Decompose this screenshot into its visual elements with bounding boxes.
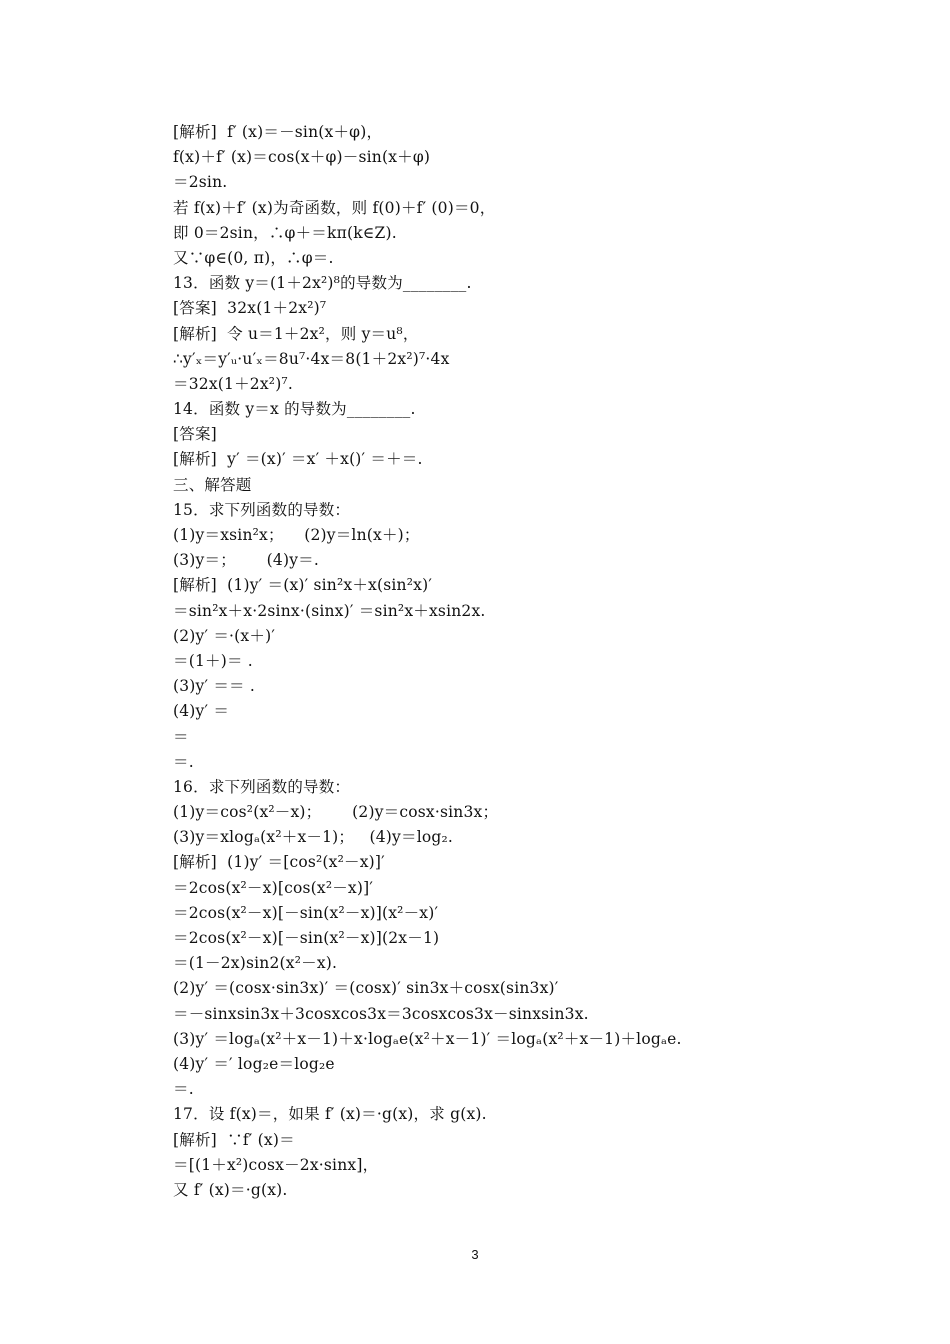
text-line: 又∵φ∈(0, π)，∴φ＝. — [173, 248, 334, 267]
answer-13: [答案] 32x(1＋2x²)⁷ — [173, 299, 327, 318]
text-line: ＝(1＋)＝ . — [173, 651, 253, 670]
text-line: [解析] (1)y′ ＝(x)′ sin²x＋x(sin²x)′ — [173, 576, 433, 595]
text-line: ∴y′ₓ＝y′ᵤ·u′ₓ＝8u⁷·4x＝8(1＋2x²)⁷·4x — [173, 349, 450, 368]
text-line: f(x)＋f′ (x)＝cos(x＋φ)－sin(x＋φ) — [173, 148, 431, 167]
text-line: ＝. — [173, 752, 194, 771]
text-line: (1)y＝xsin²x； (2)y＝ln(x＋)； — [173, 526, 420, 544]
text-line: (2)y′ ＝(cosx·sin3x)′ ＝(cosx)′ sin3x＋cosx(sin3x)′ — [173, 979, 559, 998]
text-line: ＝2cos(x²－x)[－sin(x²－x)](x²－x)′ — [173, 903, 439, 922]
text-line: (1)y＝cos²(x²－x)； (2)y＝cosx·sin3x； — [173, 803, 499, 822]
text-line: ＝2cos(x²－x)[cos(x²－x)]′ — [173, 878, 374, 897]
text-line: (3)y′ ＝logₐ(x²＋x－1)＋x·logₐe(x²＋x－1)′ ＝logₐ(x²＋x－1)＋logₐe. — [173, 1029, 682, 1048]
text-line: [解析] (1)y′ ＝[cos²(x²－x)]′ — [173, 853, 385, 872]
text-line: (2)y′ ＝·(x＋)′ — [173, 626, 276, 645]
text-line: ＝ — [173, 727, 189, 746]
text-line: [解析] f′ (x)＝－sin(x＋φ)， — [173, 123, 383, 141]
answer-14: [答案] — [173, 425, 217, 444]
page-content — [173, 120, 793, 1203]
text-line: 又 f′ (x)＝·g(x). — [173, 1180, 288, 1199]
text-line: (4)y′ ＝′ log₂e＝log₂e — [173, 1054, 335, 1073]
page-number: 3 — [471, 1247, 479, 1262]
question-13: 13．函数 y＝(1＋2x²)⁸的导数为________. — [173, 274, 472, 293]
question-16: 16．求下列函数的导数： — [173, 777, 351, 796]
text-line: ＝32x(1＋2x²)⁷. — [173, 374, 293, 393]
text-line: ＝[(1＋x²)cosx－2x·sinx]， — [173, 1155, 379, 1174]
text-line: ＝2cos(x²－x)[－sin(x²－x)](2x－1) — [173, 929, 440, 947]
question-15: 15．求下列函数的导数： — [173, 500, 351, 519]
text-line: ＝2sin. — [173, 173, 228, 192]
text-line: [解析] y′ ＝(x)′ ＝x′ ＋x()′ ＝＋＝. — [173, 450, 423, 469]
text-line: (3)y′ ＝＝ . — [173, 677, 256, 696]
question-14: 14．函数 y＝x 的导数为________. — [173, 400, 416, 419]
text-line: ＝(1－2x)sin2(x²－x). — [173, 954, 338, 973]
text-line: 即 0＝2sin，∴φ＋＝kπ(k∈Z). — [173, 223, 397, 242]
text-line: (3)y＝xlogₐ(x²＋x－1)； (4)y＝log₂. — [173, 828, 454, 847]
text-line: [解析] ∵f′ (x)＝ — [173, 1130, 295, 1149]
text-line: (4)y′ ＝ — [173, 702, 230, 721]
section-heading: 三、解答题 — [173, 475, 252, 494]
text-line: [解析] 令 u＝1＋2x²，则 y＝u⁸， — [173, 324, 419, 343]
text-line: ＝sin²x＋x·2sinx·(sinx)′ ＝sin²x＋xsin2x. — [173, 601, 486, 620]
question-17: 17．设 f(x)＝，如果 f′ (x)＝·g(x)，求 g(x). — [173, 1105, 487, 1124]
text-line: 若 f(x)＋f′ (x)为奇函数，则 f(0)＋f′ (0)＝0， — [173, 198, 496, 217]
text-line: ＝－sinxsin3x＋3cosxcos3x＝3cosxcos3x－sinxsin3x. — [173, 1004, 589, 1023]
text-line: ＝. — [173, 1080, 194, 1099]
text-line: (3)y＝； (4)y＝. — [173, 551, 320, 570]
